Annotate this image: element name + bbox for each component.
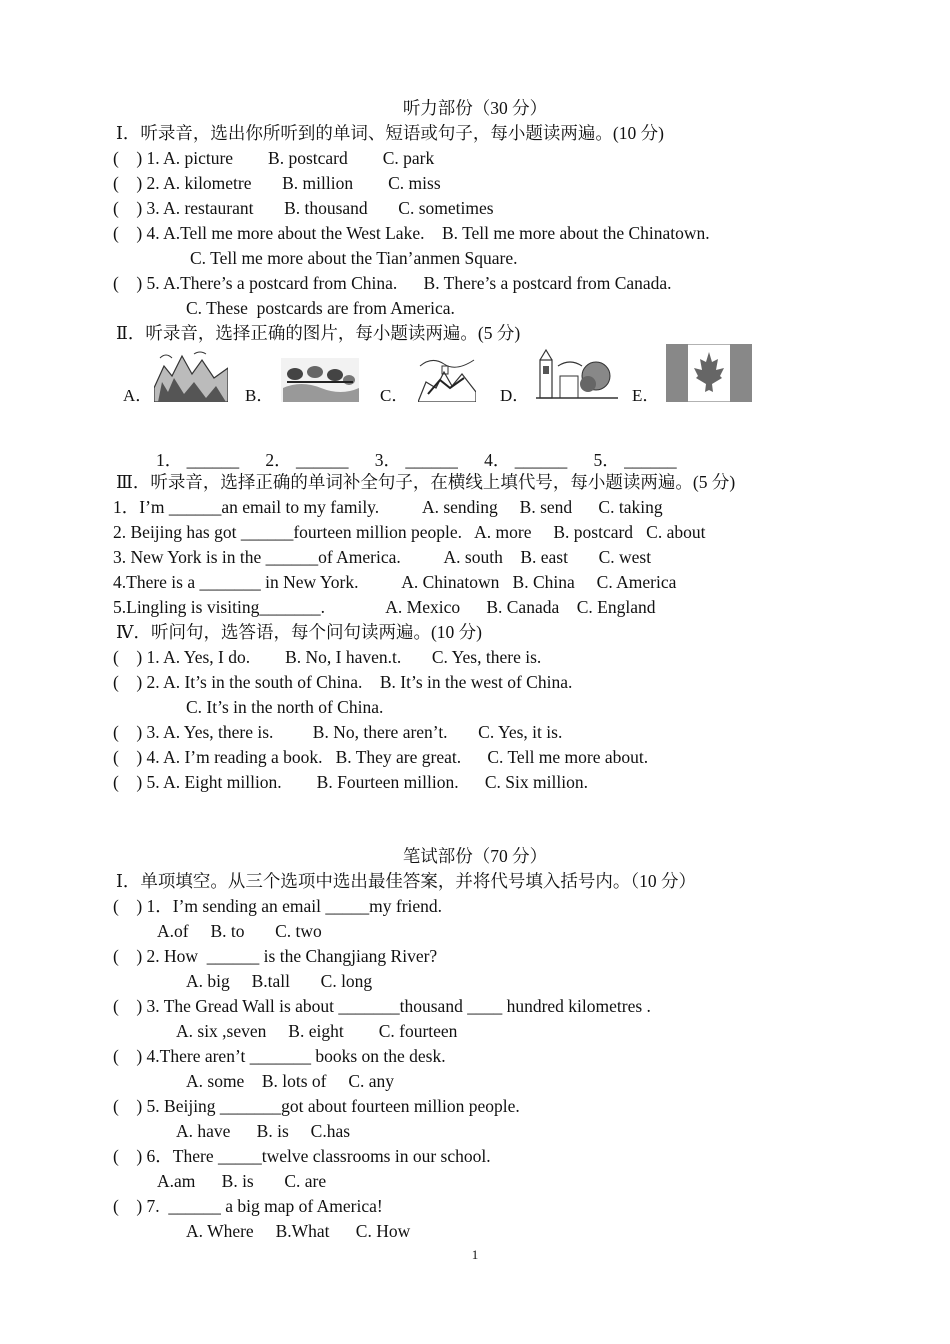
question-line: ( ) 3. A. restaurant B. thousand C. sometimes xyxy=(113,198,494,218)
question-line: ( ) 2. How ______ is the Changjiang River? xyxy=(113,946,438,966)
question-line: ( ) 4. A. I’m reading a book. B. They are great. C. Tell me more about. xyxy=(113,747,649,767)
written-title: 笔试部份（70 分） xyxy=(402,846,548,866)
option-line: C. These postcards are from America. xyxy=(186,298,455,318)
question-line: 2. Beijing has got ______fourteen million people. A. more B. postcard C. about xyxy=(113,522,706,542)
picture-letter: A． xyxy=(123,386,153,405)
page-number: 1 xyxy=(471,1247,479,1262)
canada-flag-icon xyxy=(666,344,752,402)
option-line: A.of B. to C. two xyxy=(157,921,322,941)
picture-letter: E． xyxy=(632,386,660,405)
question-line: ( ) 4.There aren’t _______ books on the desk. xyxy=(113,1046,446,1066)
question-line: ( ) 1. A. picture B. postcard C. park xyxy=(113,148,435,168)
picture-answer-blanks: 1． ______ 2． ______ 3． ______ 4． ______ 5． ______ xyxy=(156,450,677,470)
chinatown-building-icon xyxy=(536,346,618,402)
question-line: ( ) 4. A.Tell me more about the West Lake. B. Tell me more about the Chinatown. xyxy=(113,223,710,243)
picture-option-e xyxy=(630,344,780,410)
question-line: ( ) 7. ______ a big map of America! xyxy=(113,1196,383,1216)
question-line: 1．I’m ______an email to my family. A. sending B. send C. taking xyxy=(113,497,663,517)
listening-title: 听力部份（30 分） xyxy=(402,98,548,118)
great-wall-icon xyxy=(418,352,476,402)
picture-option-d xyxy=(500,344,630,410)
question-line: 3. New York is in the ______of America. A. south B. east C. west xyxy=(113,547,652,567)
picture-option-c xyxy=(380,344,500,410)
picture-options xyxy=(120,344,780,414)
option-line: A. big B.tall C. long xyxy=(186,971,373,991)
option-line: C. Tell me more about the Tian’anmen Square. xyxy=(190,248,518,268)
question-line: ( ) 6．There _____twelve classrooms in our school. xyxy=(113,1146,491,1166)
option-line: C. It’s in the north of China. xyxy=(186,697,384,717)
s4-heading: Ⅳ．听问句，选答语，每个问句读两遍。(10 分) xyxy=(116,622,483,642)
option-line: A. Where B.What C. How xyxy=(186,1221,411,1241)
option-line: A. six ,seven B. eight C. fourteen xyxy=(176,1021,458,1041)
written-s1-heading: Ⅰ．单项填空。从三个选项中选出最佳答案，并将代号填入括号内。（10 分） xyxy=(116,871,697,891)
question-line: ( ) 3. A. Yes, there is. B. No, there aren’t. C. Yes, it is. xyxy=(113,722,563,742)
s2-heading: Ⅱ．听录音，选择正确的图片，每小题读两遍。(5 分) xyxy=(116,323,521,343)
option-line: A. have B. is C.has xyxy=(176,1121,351,1141)
tourist-group-icon xyxy=(281,358,359,402)
question-line: ( ) 1．I’m sending an email _____my friend. xyxy=(113,896,443,916)
question-line: ( ) 2. A. It’s in the south of China. B. It’s in the west of China. xyxy=(113,672,573,692)
picture-letter: C． xyxy=(380,386,409,405)
option-line: A. some B. lots of C. any xyxy=(186,1071,395,1091)
question-line: 4.There is a _______ in New York. A. Chinatown B. China C. America xyxy=(113,572,677,592)
picture-option-b xyxy=(245,344,365,410)
question-line: 5.Lingling is visiting_______. A. Mexico B. Canada C. England xyxy=(113,597,656,617)
mountain-landscape-icon xyxy=(154,348,228,402)
picture-letter: D． xyxy=(500,386,530,405)
s1-heading: Ⅰ．听录音，选出你所听到的单词、短语或句子，每小题读两遍。(10 分) xyxy=(116,123,664,143)
question-line: ( ) 5. A.There’s a postcard from China. B. There’s a postcard from Canada. xyxy=(113,273,672,293)
picture-option-a xyxy=(120,344,240,410)
picture-letter: B． xyxy=(245,386,274,405)
question-line: ( ) 2. A. kilometre B. million C. miss xyxy=(113,173,441,193)
option-line: A.am B. is C. are xyxy=(157,1171,327,1191)
question-line: ( ) 5. A. Eight million. B. Fourteen million. C. Six million. xyxy=(113,772,588,792)
question-line: ( ) 3. The Gread Wall is about _______thousand ____ hundred kilometres . xyxy=(113,996,651,1016)
question-line: ( ) 5. Beijing _______got about fourteen million people. xyxy=(113,1096,520,1116)
s3-heading: Ⅲ．听录音，选择正确的单词补全句子，在横线上填代号，每小题读两遍。(5 分) xyxy=(116,472,736,492)
question-line: ( ) 1. A. Yes, I do. B. No, I haven.t. C. Yes, there is. xyxy=(113,647,542,667)
